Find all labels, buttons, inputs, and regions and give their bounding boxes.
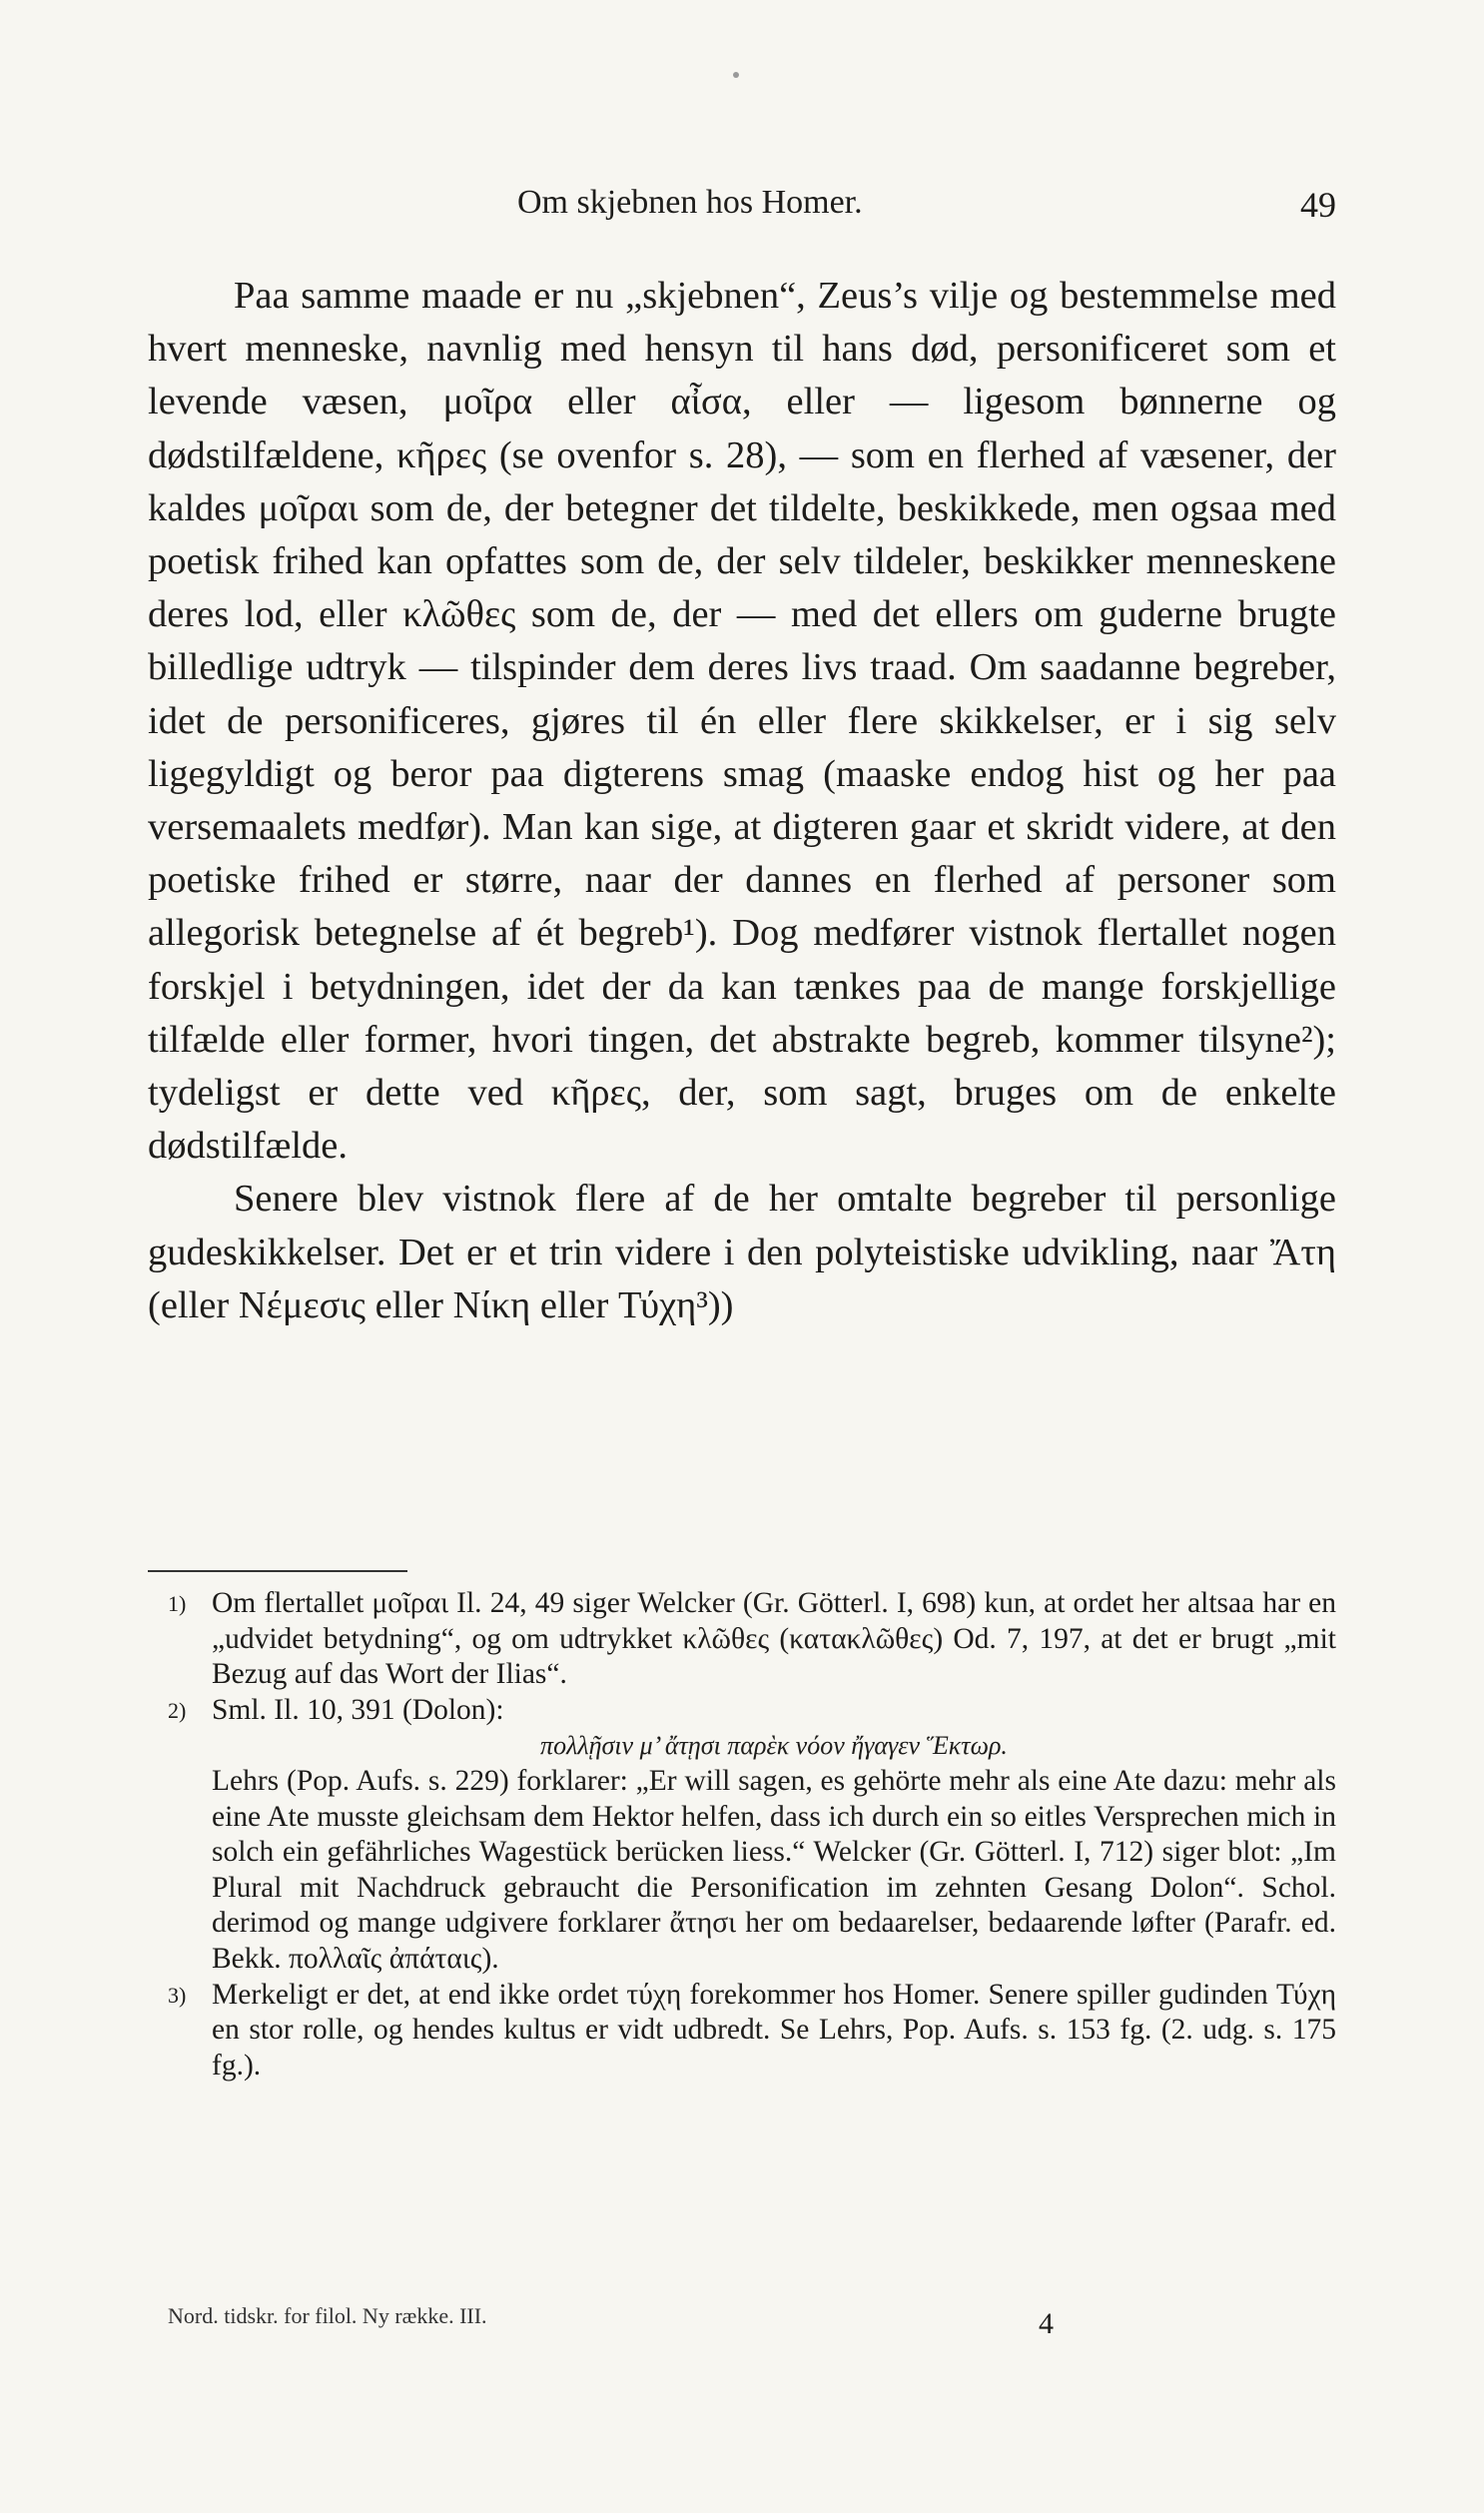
footnote-mark: 2) — [168, 1697, 187, 1723]
greek-quote: πολλῇσιν μ’ ἄτῃσι παρὲκ νόον ἤγαγεν Ἕκτωρ. — [540, 1731, 1008, 1761]
running-title: Om skjebnen hos Homer. — [517, 184, 863, 221]
footnote-1 — [148, 1586, 1336, 1693]
footnote-divider — [148, 1570, 407, 1572]
footnote-text: Om flertallet μοῖραι Il. 24, 49 siger Welcker (Gr. Götterl. I, 698) kun, at ordet her altsaa har en „udvidet betydning“, og om udtrykket κλῶθες (κατακλῶθες) Od. 7, 197, at det er brugt „mit Bezug auf das Wort der Ilias“. — [212, 1587, 1336, 1691]
ink-dot — [733, 72, 739, 78]
footnote-3 — [148, 1978, 1336, 2085]
footnote-mark: 3) — [168, 1982, 187, 2008]
footnote-2 — [148, 1693, 1336, 1978]
page-header — [148, 184, 1336, 234]
page-number: 49 — [1300, 185, 1336, 225]
footnote-text: Merkeligt er det, at end ikke ordet τύχη forekommer hos Homer. Senere spiller gudinden Τύχη en stor rolle, og hendes kultus er vidt udbredt. Se Lehrs, Pop. Aufs. s. 153 fg. (2. udg. s. 175 fg.). — [212, 1978, 1336, 2082]
footnote-mark: 1) — [168, 1591, 187, 1616]
footnote-text: Sml. Il. 10, 391 (Dolon): — [212, 1693, 504, 1726]
paragraph-2: Senere blev vistnok flere af de her omtalte begreber til personlige gudeskikkelser. Det er et trin videre i den polyteistiske udvikling, naar Ἄτη (eller Νέμεσις eller Νίκη eller Τύχη³)) — [148, 1178, 1336, 1326]
sheet-number: 4 — [1039, 2307, 1054, 2340]
signature-line: Nord. tidskr. for filol. Ny række. III. — [168, 2303, 487, 2328]
paragraph-1: Paa samme maade er nu „skjebnen“, Zeus’s vilje og bestemmelse med hvert menneske, navnlig med hensyn til hans død, personificeret som et levende væsen, μοῖρα eller αἶσα, eller — ligesom bønnerne og dødstilfældene, κῆρες (se ovenfor s. 28), — som en flerhed af væsener, der kaldes μοῖραι som de, der betegner det tildelte, beskikkede, men ogsaa med poetisk frihed kan opfattes som de, der selv tildeler, beskikker menneskene deres lod, eller κλῶθες som de, der — med det ellers om guderne brugte billedlige udtryk — tilspinder dem deres livs traad. Om saadanne begreber, idet de personificeres, gjøres til én eller flere skikkelser, er i sig selv ligegyldigt og beror paa digterens smag (maaske endog hist og her paa versemaalets medfør). Man kan sige, at digteren gaar et skridt videre, at den poetiske frihed er større, naar der dannes en flerhed af personer som allegorisk betegnelse af ét begreb¹). Dog medfører vistnok flertallet nogen forskjel i betydningen, idet der da kan tænkes paa de mange forskjellige tilfælde eller former, hvori tingen, det abstrakte begreb, kommer tilsyne²); tydeligst er dette ved κῆρες, der, som sagt, bruges om de enkelte dødstilfælde. — [148, 275, 1336, 1168]
body-text — [148, 270, 1336, 1332]
footnotes — [148, 1586, 1336, 2084]
footnote-text-continued: Lehrs (Pop. Aufs. s. 229) forklarer: „Er will sagen, es gehörte mehr als eine Ate dazu: mehr als eine Ate musste gleichsam dem Hektor helfen, dass ich durch ein so eitles Versprechen mich in solch ein gefährliches Wagestück berücken liess.“ Welcker (Gr. Götterl. I, 712) siger blot: „Im Plural mit Nachdruck gebraucht die Personification im zehnten Gesang Dolon“. Schol. derimod og mange udgivere forklarer ἄτησι her om bedaarelser, bedaarende løfter (Parafr. ed. Bekk. πολλαῖς ἀπάταις). — [212, 1764, 1336, 1975]
